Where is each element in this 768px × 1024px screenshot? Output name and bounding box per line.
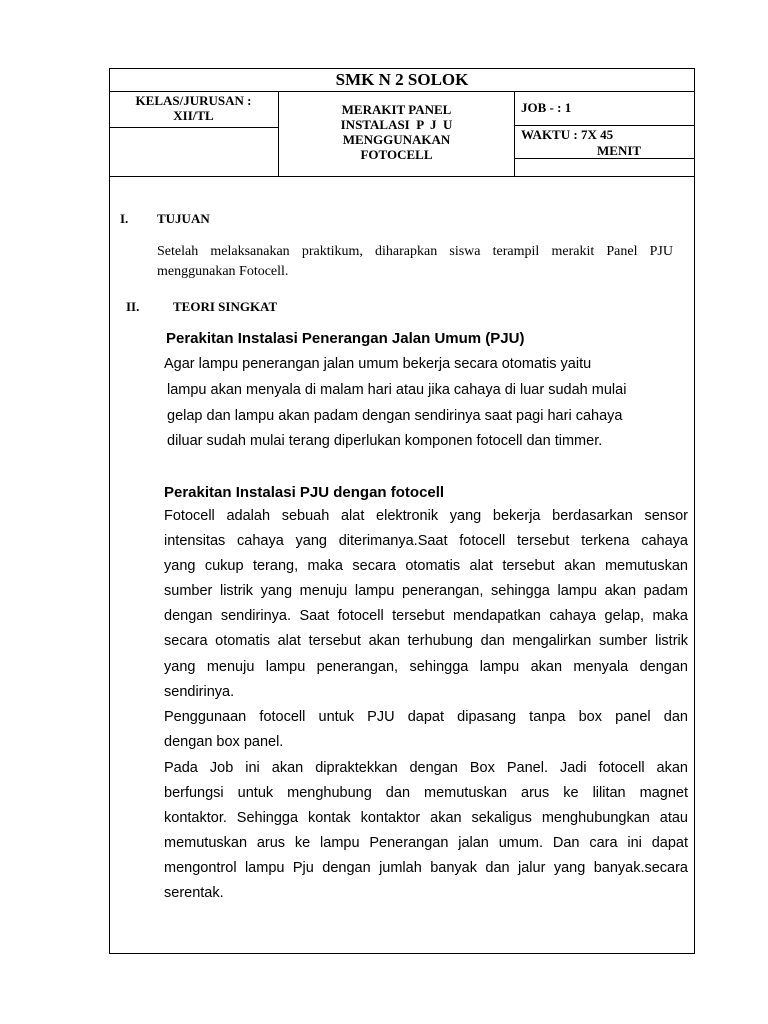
- header-col-divider-2: [514, 91, 515, 177]
- teori-line: gelap dan lampu akan padam dengan sendirinya saat pagi hari cahaya: [167, 408, 623, 424]
- waktu-line-1: WAKTU : 7X 45: [521, 127, 614, 142]
- job-title-line: MERAKIT PANEL: [341, 102, 452, 117]
- fotocell-line: Penggunaan fotocell untuk PJU dapat dipasang tanpa box panel dan: [164, 709, 688, 725]
- fotocell-line: berfungsi untuk menghubung dan memutuskan arus ke lilitan magnet: [164, 785, 688, 801]
- subsection-title: Perakitan Instalasi Penerangan Jalan Umum (PJU): [166, 330, 525, 347]
- school-name: SMK N 2 SOLOK: [335, 70, 469, 89]
- fotocell-line: yang cukup terang, maka secara otomatis alat tersebut akan memutuskan: [164, 558, 688, 574]
- tujuan-body-line: menggunakan Fotocell.: [157, 264, 289, 279]
- job-number: JOB - : 1: [521, 100, 572, 115]
- fotocell-line: secara otomatis alat tersebut akan terhubung dan mengalirkan sumber listrik: [164, 633, 688, 649]
- job-title: [279, 102, 514, 162]
- section-heading: TUJUAN: [157, 211, 210, 226]
- fotocell-line: Pada Job ini akan dipraktekkan dengan Box Panel. Jadi fotocell akan: [164, 760, 688, 776]
- job-title-line: INSTALASI P J U: [340, 117, 453, 132]
- teori-line: Agar lampu penerangan jalan umum bekerja secara otomatis yaitu: [164, 356, 592, 372]
- fotocell-line: serentak.: [164, 885, 224, 901]
- fotocell-line: sendirinya.: [164, 684, 235, 700]
- job-divider: [514, 125, 695, 126]
- section-number: I.: [120, 211, 129, 226]
- fotocell-line: Fotocell adalah sebuah alat elektronik yang bekerja berdasarkan sensor: [164, 508, 688, 524]
- waktu-divider: [514, 158, 695, 159]
- section-heading: TEORI SINGKAT: [173, 299, 278, 314]
- job-title-line: FOTOCELL: [360, 147, 433, 162]
- waktu-line-2: MENIT: [597, 143, 642, 158]
- teori-line: lampu akan menyala di malam hari atau jika cahaya di luar sudah mulai: [167, 382, 627, 398]
- teori-line: diluar sudah mulai terang diperlukan komponen fotocell dan timmer.: [167, 433, 603, 449]
- section-number: II.: [126, 299, 140, 314]
- fotocell-line: dengan box panel.: [164, 734, 284, 750]
- kelas-divider: [109, 127, 279, 128]
- fotocell-line: mengontrol lampu Pju dengan jumlah banyak dan jalur yang banyak.secara: [164, 860, 688, 876]
- tujuan-body-line: Setelah melaksanakan praktikum, diharapkan siswa terampil merakit Panel PJU: [157, 244, 673, 259]
- subsection-title: Perakitan Instalasi PJU dengan fotocell: [164, 484, 445, 501]
- fotocell-line: yang menuju lampu penerangan, sehingga lampu akan menyala dengan: [164, 659, 688, 675]
- kelas-label: KELAS/JURUSAN :: [135, 93, 252, 108]
- job-title-line: MENGGUNAKAN: [342, 132, 451, 147]
- fotocell-line: kontaktor. Sehingga kontak kontaktor akan sekaligus menghubungkan atau: [164, 810, 688, 826]
- fotocell-line: memutuskan arus ke lampu Penerangan jalan umum. Dan cara ini dapat: [164, 835, 688, 851]
- fotocell-line: intensitas cahaya yang diterimanya.Saat fotocell tersebut terkena cahaya: [164, 533, 688, 549]
- kelas-value: XII/TL: [173, 108, 214, 123]
- header-bottom-divider: [109, 176, 695, 177]
- fotocell-line: sumber listrik yang menuju lampu penerangan, sehingga lampu akan padam: [164, 583, 688, 599]
- header-divider: [109, 91, 695, 92]
- fotocell-line: dengan sendirinya. Saat fotocell tersebut mendapatkan cahaya gelap, maka: [164, 608, 688, 624]
